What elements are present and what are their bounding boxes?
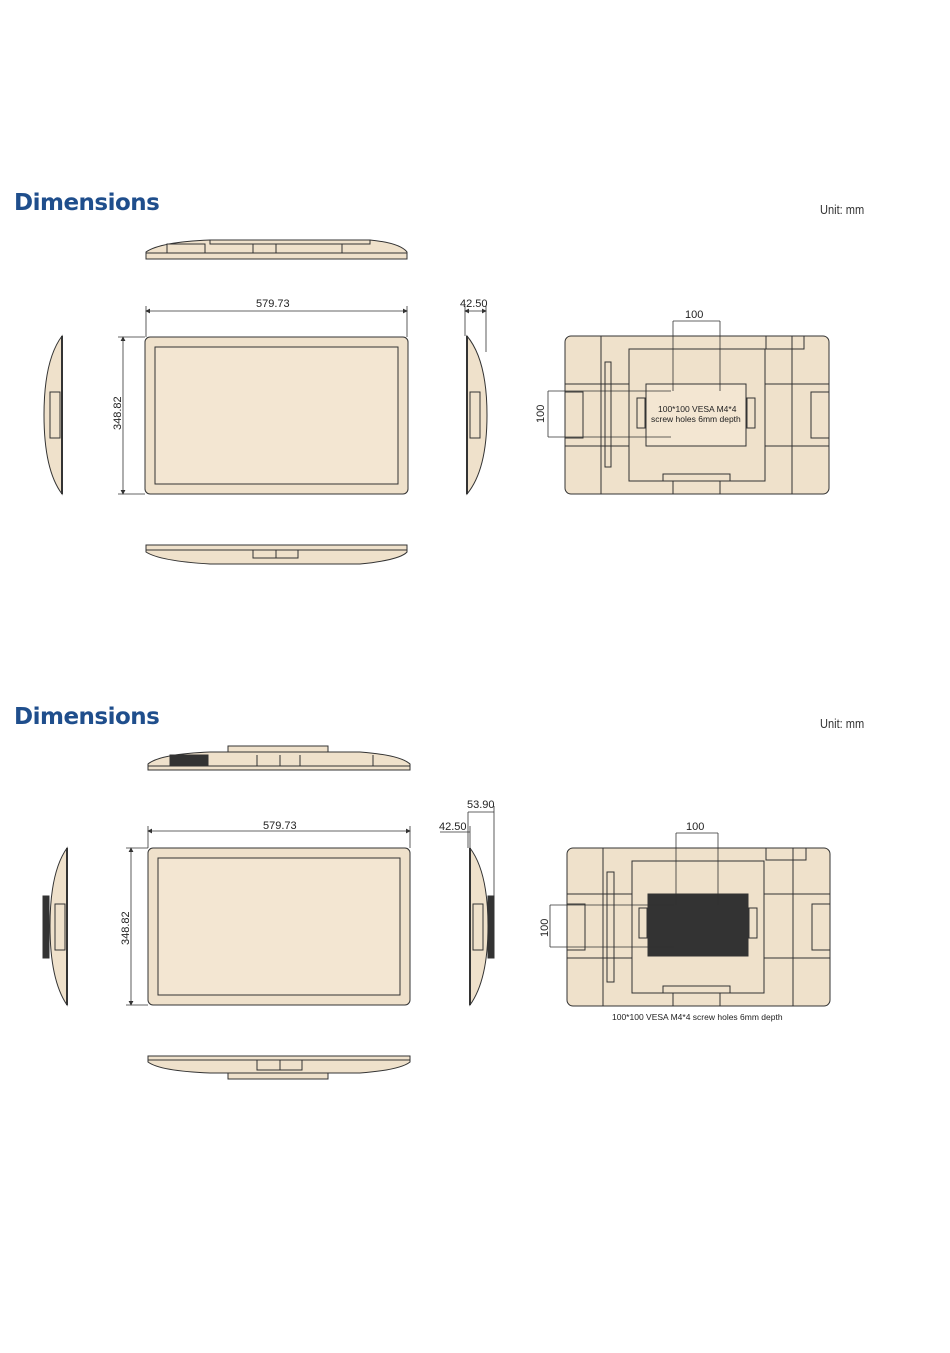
s2-front-view bbox=[148, 848, 410, 1005]
s1-width-label: 579.73 bbox=[256, 298, 290, 310]
s2-depth-with-module-label: 53.90 bbox=[467, 799, 495, 811]
s1-depth-label: 42.50 bbox=[460, 298, 488, 310]
s1-top-view bbox=[146, 240, 407, 259]
s1-right-side-view bbox=[467, 336, 487, 494]
s1-height-label: 348.82 bbox=[112, 396, 124, 430]
s2-vesa-v-label: 100 bbox=[539, 918, 551, 937]
s2-left-side-view bbox=[43, 848, 67, 1005]
s2-top-view bbox=[148, 746, 410, 770]
s2-height-label: 348.82 bbox=[120, 911, 132, 945]
s2-width-label: 579.73 bbox=[263, 820, 297, 832]
s1-vesa-note-line1: 100*100 VESA M4*4 bbox=[658, 404, 737, 414]
s1-front-view bbox=[145, 337, 408, 494]
section-2-unit-label: Unit: mm bbox=[820, 716, 865, 731]
s2-bottom-view bbox=[148, 1056, 410, 1079]
s1-vesa-v-label: 100 bbox=[535, 404, 547, 423]
s1-vesa-note-line2: screw holes 6mm depth bbox=[651, 414, 741, 424]
s2-right-side-view bbox=[470, 848, 494, 1005]
s1-vesa-h-label: 100 bbox=[685, 309, 704, 321]
section-1-unit-label: Unit: mm bbox=[820, 202, 865, 217]
s2-vesa-note: 100*100 VESA M4*4 screw holes 6mm depth bbox=[612, 1012, 783, 1022]
s1-left-side-view bbox=[44, 336, 62, 494]
s1-bottom-view bbox=[146, 545, 407, 564]
s2-vesa-h-label: 100 bbox=[686, 821, 705, 833]
section-1-heading: Dimensions bbox=[14, 190, 160, 216]
s2-depth-label: 42.50 bbox=[439, 821, 467, 833]
s2-rear-view bbox=[567, 848, 830, 1006]
section-2-heading: Dimensions bbox=[14, 704, 160, 730]
